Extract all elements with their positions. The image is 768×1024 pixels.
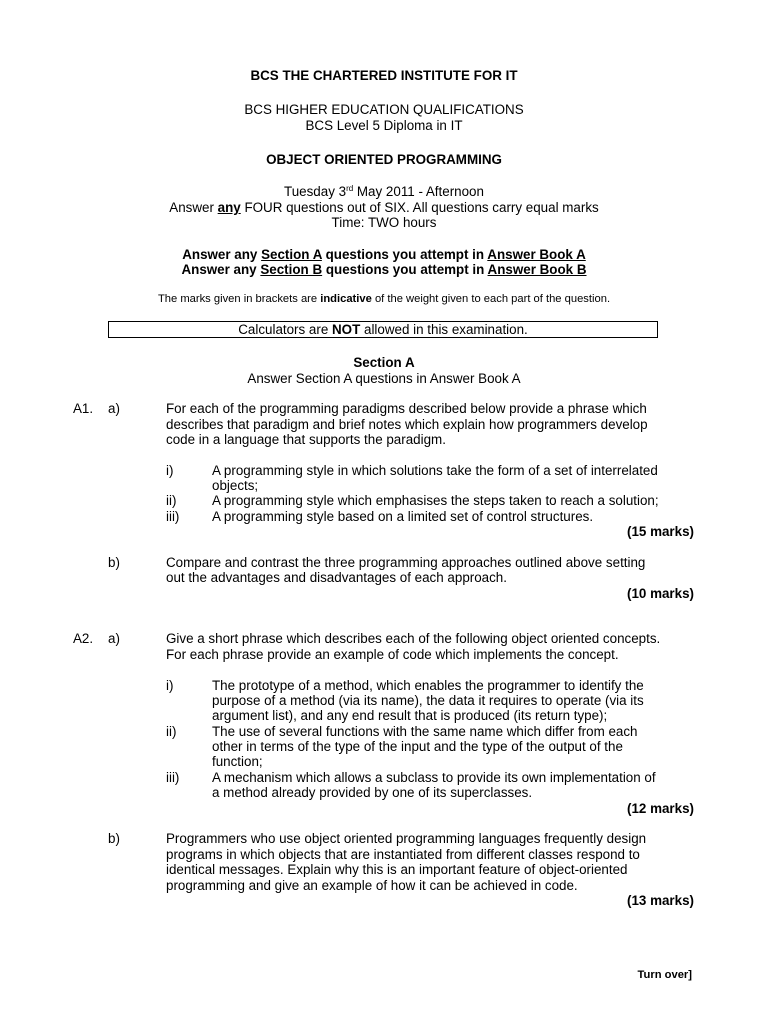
question-text-line: Programmers who use object oriented programming languages frequently design: [166, 831, 647, 846]
question-text-line: programming and give an example of how it can be achieved in code.: [166, 878, 578, 893]
item-text-line: purpose of a method (via its name), the data it requires to operate (via its: [212, 693, 644, 708]
question-text-line: For each of the programming paradigms described below provide a phrase which: [166, 401, 647, 416]
question-number: A2.: [73, 631, 94, 646]
item-text-line: objects;: [212, 478, 259, 493]
question-text-line: identical messages. Explain why this is an important feature of object-oriented: [166, 862, 628, 877]
item-text-line: function;: [212, 754, 263, 769]
subject-title: OBJECT ORIENTED PROGRAMMING: [266, 152, 502, 167]
question-number: A1.: [73, 401, 94, 416]
item-text-line: other in terms of the type of the input and the type of the output of the: [212, 739, 623, 754]
section-b-instruction: Answer any Section B questions you attempt in Answer Book B: [181, 262, 587, 277]
item-number: ii): [166, 493, 177, 508]
item-text-line: argument list), and any end result that is produced (its return type);: [212, 708, 608, 723]
item-number: ii): [166, 724, 177, 739]
question-text-line: code in a language that supports the paradigm.: [166, 432, 446, 447]
item-text-line: A programming style based on a limited set of control structures.: [212, 509, 594, 524]
question-text-line: describes that paradigm and brief notes which explain how programmers develop: [166, 417, 648, 432]
answer-instruction: Answer any FOUR questions out of SIX. All questions carry equal marks: [169, 200, 599, 215]
item-text-line: The use of several functions with the same name which differ from each: [212, 724, 638, 739]
marks-label: (13 marks): [627, 893, 694, 908]
marks-label: (12 marks): [627, 801, 694, 816]
item-text-line: A mechanism which allows a subclass to provide its own implementation of: [212, 770, 656, 785]
section-title: Section A: [353, 355, 415, 370]
exam-time: Time: TWO hours: [331, 215, 437, 230]
item-text-line: A programming style in which solutions take the form of a set of interrelated: [212, 463, 658, 478]
item-text-line: a method already provided by one of its superclasses.: [212, 785, 533, 800]
item-text-line: The prototype of a method, which enables the programmer to identify the: [212, 678, 644, 693]
part-label: a): [108, 401, 120, 416]
marks-note: The marks given in brackets are indicative of the weight given to each part of the question.: [157, 293, 611, 305]
question-text-line: For each phrase provide an example of code which implements the concept.: [166, 647, 619, 662]
marks-label: (10 marks): [627, 586, 694, 601]
diploma-title: BCS Level 5 Diploma in IT: [305, 118, 463, 133]
section-subtitle: Answer Section A questions in Answer Book A: [247, 371, 521, 386]
item-number: iii): [166, 770, 180, 785]
turn-over-label: Turn over]: [637, 969, 692, 981]
part-label: b): [108, 831, 120, 846]
item-text-line: A programming style which emphasises the steps taken to reach a solution;: [212, 493, 659, 508]
item-number: i): [166, 463, 174, 478]
question-text-line: Give a short phrase which describes each of the following object oriented concepts.: [166, 631, 661, 646]
item-number: iii): [166, 509, 180, 524]
question-text-line: programs in which objects that are instantiated from different classes respond to: [166, 847, 640, 862]
institute-title: BCS THE CHARTERED INSTITUTE FOR IT: [250, 68, 518, 83]
question-text-line: Compare and contrast the three programming approaches outlined above setting: [166, 555, 646, 570]
question-text-line: out the advantages and disadvantages of each approach.: [166, 570, 507, 585]
item-number: i): [166, 678, 174, 693]
section-a-instruction: Answer any Section A questions you attempt in Answer Book A: [182, 247, 586, 262]
calculator-notice: Calculators are NOT allowed in this examination.: [108, 321, 658, 338]
part-label: a): [108, 631, 120, 646]
qualifications-title: BCS HIGHER EDUCATION QUALIFICATIONS: [244, 102, 524, 117]
marks-label: (15 marks): [627, 524, 694, 539]
part-label: b): [108, 555, 120, 570]
exam-date: Tuesday 3rd May 2011 - Afternoon: [284, 184, 484, 199]
